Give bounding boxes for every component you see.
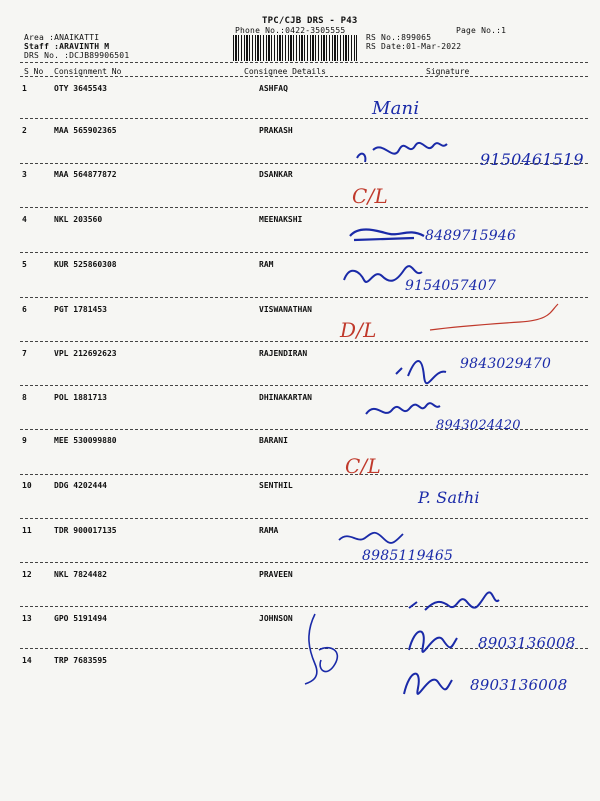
row-consignment: TRP 7683595 <box>54 656 107 665</box>
row-consignment: TDR 900017135 <box>54 526 117 535</box>
row-sno: 2 <box>22 126 27 135</box>
signature-11: 8985119465 <box>362 548 454 564</box>
row-divider <box>20 252 588 253</box>
row-consignment: NKL 7824482 <box>54 570 107 579</box>
row-sno: 1 <box>22 84 27 93</box>
col-consignment: Consignment No <box>54 67 122 76</box>
col-sno: S No <box>24 67 44 76</box>
header-divider-bottom <box>20 76 588 77</box>
row-divider <box>20 562 588 563</box>
signature-scribble-12 <box>405 588 505 616</box>
row-consignment: NKL 203560 <box>54 215 103 224</box>
row-divider <box>20 297 588 298</box>
signature-scribble-2 <box>355 140 475 170</box>
row-consignee: RAM <box>259 260 274 269</box>
signature-scribble-4 <box>348 222 428 246</box>
signature-2: 9150461519 <box>480 150 584 169</box>
row-sno: 13 <box>22 614 32 623</box>
row-consignee: VISWANATHAN <box>259 305 312 314</box>
row-consignee: PRAVEEN <box>259 570 293 579</box>
row-sno: 9 <box>22 436 27 445</box>
row-divider <box>20 474 588 475</box>
signature-scribble-11 <box>335 524 415 550</box>
row-consignment: MEE 530099880 <box>54 436 117 445</box>
signature-5: 9154057407 <box>405 278 497 294</box>
row-sno: 7 <box>22 349 27 358</box>
row-sno: 5 <box>22 260 27 269</box>
barcode-image <box>233 35 357 61</box>
signature-scribble-6 <box>420 300 570 340</box>
signature-1: Mani <box>372 98 420 119</box>
row-sno: 3 <box>22 170 27 179</box>
rs-date: RS Date:01-Mar-2022 <box>366 42 462 51</box>
row-consignment: MAA 564877872 <box>54 170 117 179</box>
row-consignment: MAA 565902365 <box>54 126 117 135</box>
signature-scribble-13a <box>295 610 355 690</box>
document-title: TPC/CJB DRS - P43 <box>262 16 358 26</box>
signature-13: 8903136008 <box>478 634 576 652</box>
row-divider <box>20 518 588 519</box>
row-consignee: PRAKASH <box>259 126 293 135</box>
row-sno: 11 <box>22 526 32 535</box>
row-sno: 14 <box>22 656 32 665</box>
row-divider <box>20 118 588 119</box>
row-consignment: PGT 1781453 <box>54 305 107 314</box>
row-consignee: JOHNSON <box>259 614 293 623</box>
row-divider <box>20 207 588 208</box>
signature-8: 8943024420 <box>436 418 521 433</box>
row-consignee: SENTHIL <box>259 481 293 490</box>
signature-9: C/L <box>345 454 381 478</box>
header-divider-top <box>20 62 588 63</box>
drs-number: DRS No. :DCJB89906501 <box>24 51 130 60</box>
row-sno: 10 <box>22 481 32 490</box>
row-consignment: POL 1881713 <box>54 393 107 402</box>
phone-number: Phone No.:0422-3505555 <box>235 26 346 35</box>
signature-3: C/L <box>352 184 388 208</box>
row-divider <box>20 341 588 342</box>
row-sno: 4 <box>22 215 27 224</box>
signature-4: 8489715946 <box>425 228 517 244</box>
row-consignment: OTY 3645543 <box>54 84 107 93</box>
row-divider <box>20 385 588 386</box>
row-consignee: RAMA <box>259 526 279 535</box>
rs-number: RS No.:899065 <box>366 33 432 42</box>
row-consignee: RAJENDIRAN <box>259 349 308 358</box>
area-label: Area :ANAIKATTI <box>24 33 100 42</box>
signature-scribble-13 <box>405 620 465 660</box>
row-sno: 12 <box>22 570 32 579</box>
col-consignee: Consignee Details <box>244 67 326 76</box>
signature-7: 9843029470 <box>460 356 552 372</box>
staff-label: Staff :ARAVINTH M <box>24 42 110 51</box>
signature-scribble-7 <box>392 352 462 382</box>
row-consignee: MEENAKSHI <box>259 215 303 224</box>
row-consignment: DDG 4202444 <box>54 481 107 490</box>
row-consignee: DHINAKARTAN <box>259 393 312 402</box>
col-signature: Signature <box>426 67 470 76</box>
page-number: Page No.:1 <box>456 26 507 35</box>
signature-14: 8903136008 <box>470 676 568 694</box>
row-consignee: DSANKAR <box>259 170 293 179</box>
row-consignee: BARANI <box>259 436 288 445</box>
signature-10: P. Sathi <box>418 488 480 507</box>
signature-scribble-14 <box>400 662 460 702</box>
row-sno: 6 <box>22 305 27 314</box>
row-sno: 8 <box>22 393 27 402</box>
signature-6: D/L <box>340 318 377 342</box>
row-consignee: ASHFAQ <box>259 84 288 93</box>
row-consignment: VPL 212692623 <box>54 349 117 358</box>
row-consignment: KUR 525860308 <box>54 260 117 269</box>
row-consignment: GPO 5191494 <box>54 614 107 623</box>
